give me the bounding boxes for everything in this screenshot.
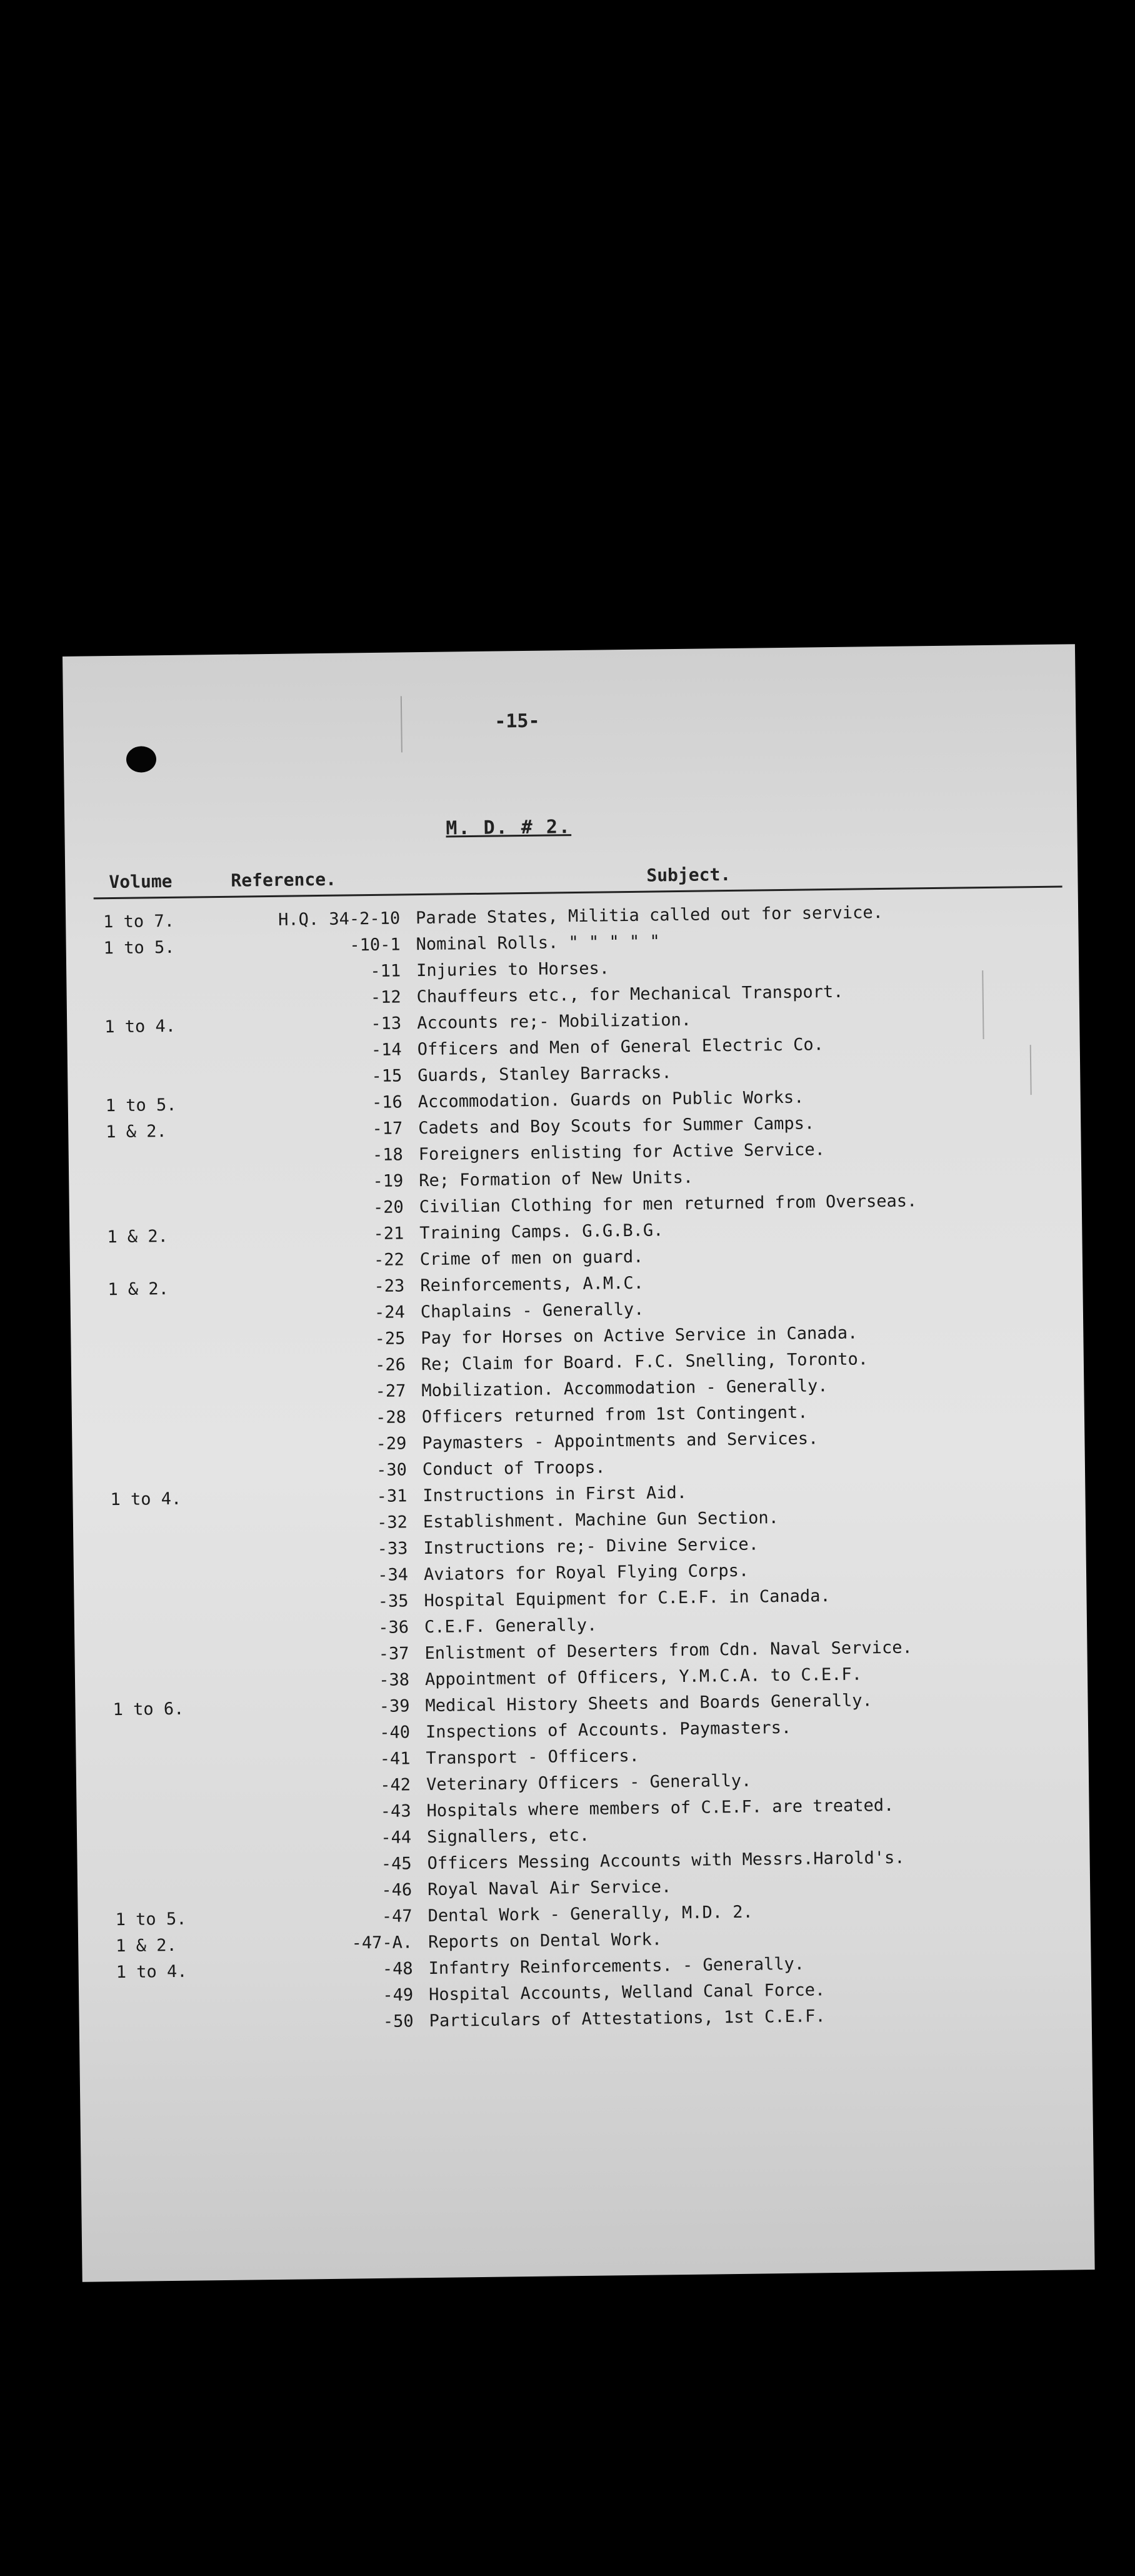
subject-cell: Parade States, Militia called out for service. — [415, 902, 884, 928]
reference-cell: -42 — [380, 1775, 411, 1795]
reference-cell: -32 — [376, 1512, 408, 1532]
district-title: M. D. # 2. — [446, 816, 572, 840]
subject-cell: Inspections of Accounts. Paymasters. — [425, 1718, 792, 1743]
subject-cell: Paymasters - Appointments and Services. — [422, 1429, 819, 1454]
reference-cell: -41 — [379, 1749, 411, 1769]
reference-cell: -31 — [376, 1486, 408, 1506]
reference-cell: -38 — [379, 1670, 410, 1690]
subject-cell: Foreigners enlisting for Active Service. — [418, 1140, 826, 1165]
volume-cell: 1 to 4. — [104, 1016, 176, 1037]
subject-cell: Aviators for Royal Flying Corps. — [423, 1561, 749, 1585]
header-reference: Reference. — [231, 868, 337, 891]
subject-cell: Officers and Men of General Electric Co. — [417, 1035, 824, 1060]
reference-cell: -13 — [371, 1014, 402, 1034]
reference-cell: -40 — [379, 1723, 411, 1743]
subject-cell: Accommodation. Guards on Public Works. — [418, 1087, 804, 1112]
subject-cell: Instructions re;- Divine Service. — [423, 1534, 759, 1559]
subject-cell: Accounts re;- Mobilization. — [417, 1010, 692, 1034]
punch-hole — [126, 746, 157, 773]
volume-cell: 1 to 4. — [116, 1961, 188, 1983]
subject-cell: Mobilization. Accommodation - Generally. — [421, 1376, 828, 1401]
reference-cell: -10-1 — [349, 935, 401, 955]
subject-cell: Re; Formation of New Units. — [419, 1167, 694, 1191]
reference-cell: -37 — [378, 1644, 409, 1664]
reference-cell: -18 — [372, 1145, 403, 1165]
subject-cell: Hospital Equipment for C.E.F. in Canada. — [424, 1586, 831, 1611]
volume-cell: 1 to 5. — [115, 1909, 187, 1930]
reference-cell: -27 — [375, 1381, 406, 1401]
subject-cell: Enlistment of Deserters from Cdn. Naval Service. — [424, 1638, 912, 1664]
reference-cell: -21 — [373, 1224, 404, 1244]
reference-cell: -24 — [374, 1302, 406, 1322]
reference-cell: -46 — [381, 1880, 412, 1900]
subject-cell: Officers returned from 1st Contingent. — [421, 1402, 808, 1427]
reference-cell: -34 — [378, 1565, 409, 1585]
volume-cell: 1 to 6. — [112, 1699, 184, 1720]
index-table — [66, 900, 1092, 2042]
reference-cell: -22 — [373, 1250, 405, 1270]
subject-cell: Chaplains - Generally. — [420, 1299, 644, 1322]
subject-cell: Crime of men on guard. — [419, 1247, 644, 1270]
reference-cell: -28 — [375, 1407, 407, 1427]
subject-cell: Dental Work - Generally, M.D. 2. — [428, 1902, 753, 1926]
reference-cell: -12 — [370, 987, 401, 1008]
reference-cell: -25 — [374, 1329, 406, 1349]
reference-cell: -47-A. — [351, 1933, 413, 1953]
reference-cell: H.Q. 34-2-10 — [278, 908, 401, 930]
reference-cell: -19 — [372, 1171, 404, 1191]
reference-cell: -48 — [382, 1959, 413, 1979]
subject-cell: Training Camps. G.G.B.G. — [419, 1220, 664, 1244]
subject-cell: Pay for Horses on Active Service in Canada. — [421, 1323, 858, 1349]
crease-mark — [401, 696, 402, 752]
page-number: -15- — [494, 710, 540, 733]
reference-cell: -47 — [381, 1906, 412, 1926]
subject-cell: Re; Claim for Board. F.C. Snelling, Toronto. — [421, 1349, 869, 1375]
subject-cell: Royal Naval Air Service. — [427, 1877, 672, 1900]
subject-cell: Transport - Officers. — [426, 1746, 640, 1769]
reference-cell: -45 — [381, 1854, 412, 1874]
reference-cell: -16 — [371, 1092, 402, 1113]
reference-cell: -44 — [381, 1828, 412, 1848]
reference-cell: -17 — [372, 1119, 403, 1139]
volume-cell: 1 to 7. — [103, 911, 175, 932]
reference-cell: -35 — [378, 1591, 409, 1611]
subject-cell: Cadets and Boy Scouts for Summer Camps. — [418, 1114, 815, 1139]
subject-cell: Instructions in First Aid. — [422, 1482, 688, 1506]
volume-cell: 1 & 2. — [108, 1279, 169, 1300]
subject-cell: Reports on Dental Work. — [428, 1929, 662, 1953]
reference-cell: -15 — [371, 1066, 402, 1087]
reference-cell: -36 — [378, 1618, 409, 1638]
subject-cell: Infantry Reinforcements. - Generally. — [428, 1954, 805, 1979]
reference-cell: -50 — [382, 2011, 414, 2031]
subject-cell: Injuries to Horses. — [416, 958, 610, 981]
subject-cell: Conduct of Troops. — [422, 1457, 606, 1480]
reference-cell: -33 — [377, 1539, 408, 1559]
volume-cell: 1 to 5. — [103, 937, 175, 958]
volume-cell: 1 & 2. — [107, 1227, 169, 1247]
subject-cell: Chauffeurs etc., for Mechanical Transport. — [416, 982, 844, 1007]
reference-cell: -29 — [376, 1434, 407, 1454]
reference-cell: -49 — [382, 1985, 414, 2005]
subject-cell: Civilian Clothing for men returned from Overseas. — [419, 1191, 918, 1217]
subject-cell: Nominal Rolls. " " " " " — [416, 932, 660, 955]
subject-cell: Signallers, etc. — [426, 1825, 590, 1848]
volume-cell: 1 to 4. — [110, 1489, 182, 1510]
reference-cell: -20 — [372, 1197, 404, 1217]
subject-cell: Particulars of Attestations, 1st C.E.F. — [429, 2006, 826, 2031]
volume-cell: 1 & 2. — [106, 1122, 168, 1142]
subject-cell: Veterinary Officers - Generally. — [426, 1771, 752, 1795]
header-subject: Subject. — [646, 863, 731, 886]
reference-cell: -26 — [374, 1355, 406, 1375]
reference-cell: -11 — [370, 961, 401, 982]
header-volume: Volume — [109, 870, 172, 893]
subject-cell: Establishment. Machine Gun Section. — [422, 1508, 779, 1532]
reference-cell: -30 — [376, 1460, 408, 1480]
document-page — [62, 644, 1095, 2282]
volume-cell: 1 to 5. — [105, 1095, 177, 1116]
subject-cell: Medical History Sheets and Boards Generally. — [425, 1691, 872, 1716]
subject-cell: Reinforcements, A.M.C. — [420, 1273, 644, 1296]
subject-cell: Officers Messing Accounts with Messrs.Harold's. — [427, 1848, 905, 1874]
subject-cell: Hospital Accounts, Welland Canal Force. — [429, 1980, 826, 2005]
volume-cell: 1 & 2. — [116, 1935, 177, 1956]
subject-cell: C.E.F. Generally. — [424, 1615, 598, 1638]
subject-cell: Hospitals where members of C.E.F. are treated. — [426, 1795, 894, 1821]
reference-cell: -43 — [380, 1801, 411, 1821]
reference-cell: -39 — [379, 1696, 410, 1716]
subject-cell: Guards, Stanley Barracks. — [418, 1063, 672, 1086]
subject-cell: Appointment of Officers, Y.M.C.A. to C.E.F. — [424, 1664, 862, 1690]
reference-cell: -14 — [371, 1040, 402, 1060]
reference-cell: -23 — [374, 1276, 405, 1296]
